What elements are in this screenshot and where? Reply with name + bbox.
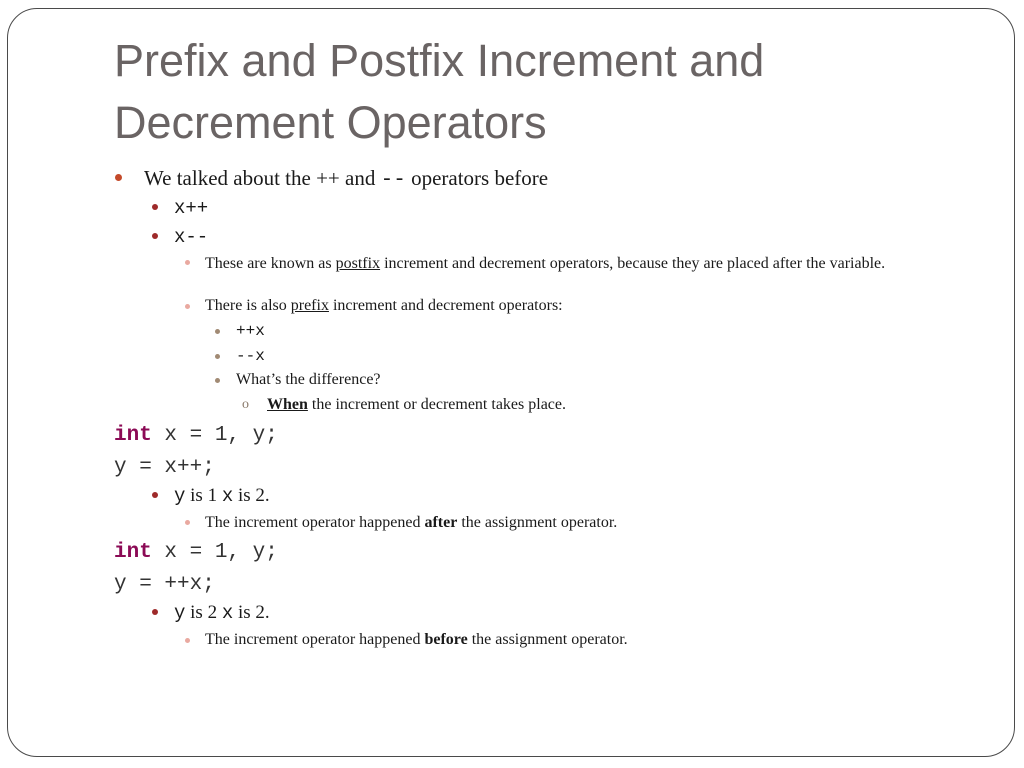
code-assignment-2: y = ++x; xyxy=(114,573,215,596)
bullet-dot xyxy=(215,354,220,359)
bullet-dot xyxy=(215,329,220,334)
example2-explanation xyxy=(205,631,628,649)
prefix-note xyxy=(205,297,563,315)
postfix-note xyxy=(205,254,925,273)
postfix-note-start: These are known as xyxy=(205,255,336,272)
bullet-dot xyxy=(152,609,158,615)
result-text: is 2 xyxy=(185,602,222,623)
intro-text xyxy=(144,166,548,192)
result-text: is 2. xyxy=(233,602,270,623)
postfix-decrement-example: x-- xyxy=(174,226,209,248)
int-keyword: int xyxy=(114,424,152,447)
intro-text-start: We talked about the ++ and xyxy=(144,166,381,190)
int-keyword: int xyxy=(114,541,152,564)
after-term: after xyxy=(424,514,458,531)
var-y: y xyxy=(174,602,186,624)
bullet-dot xyxy=(152,233,158,239)
code-declaration-1 xyxy=(114,424,278,447)
bullet-dot xyxy=(185,520,190,525)
code-assignment-1: y = x++; xyxy=(114,456,215,479)
before-term: before xyxy=(424,631,468,648)
slide-title: Prefix and Postfix Increment and Decrement Operators xyxy=(114,35,765,148)
code-declaration-2 xyxy=(114,541,278,564)
explanation-end: the assignment operator. xyxy=(467,631,628,648)
difference-answer-text: the increment or decrement takes place. xyxy=(307,396,566,413)
example2-result xyxy=(174,602,270,624)
bullet-dot xyxy=(215,378,220,383)
ring-bullet: o xyxy=(242,397,249,412)
intro-text-end: operators before xyxy=(405,166,549,190)
explanation-start: The increment operator happened xyxy=(205,514,425,531)
difference-answer xyxy=(267,396,566,414)
explanation-end: the assignment operator. xyxy=(457,514,618,531)
difference-question: What’s the difference? xyxy=(236,371,381,388)
result-text: is 2. xyxy=(233,485,270,506)
declaration-rest: x = 1, y; xyxy=(151,424,278,447)
when-term: When xyxy=(267,396,308,413)
bullet-dot xyxy=(185,304,190,309)
bullet-dot xyxy=(152,492,158,498)
bullet-dot xyxy=(185,260,190,265)
prefix-increment-example: ++x xyxy=(236,322,265,340)
example1-explanation xyxy=(205,514,617,532)
example1-result xyxy=(174,485,270,507)
prefix-note-start: There is also xyxy=(205,297,291,314)
postfix-note-end: increment and decrement operators, because they are placed after the variable. xyxy=(380,255,886,272)
bullet-dot xyxy=(185,638,190,643)
var-x: x xyxy=(221,485,234,507)
result-text: is 1 xyxy=(185,485,222,506)
prefix-term: prefix xyxy=(290,297,329,314)
prefix-decrement-example: --x xyxy=(236,347,265,365)
bullet-dot xyxy=(115,174,122,181)
var-x: x xyxy=(221,602,234,624)
explanation-start: The increment operator happened xyxy=(205,631,425,648)
prefix-note-end: increment and decrement operators: xyxy=(328,297,563,314)
decrement-operator: -- xyxy=(380,169,406,192)
postfix-term: postfix xyxy=(335,255,381,272)
postfix-increment-example: x++ xyxy=(174,197,209,219)
declaration-rest: x = 1, y; xyxy=(151,541,278,564)
var-y: y xyxy=(174,485,186,507)
bullet-dot xyxy=(152,204,158,210)
